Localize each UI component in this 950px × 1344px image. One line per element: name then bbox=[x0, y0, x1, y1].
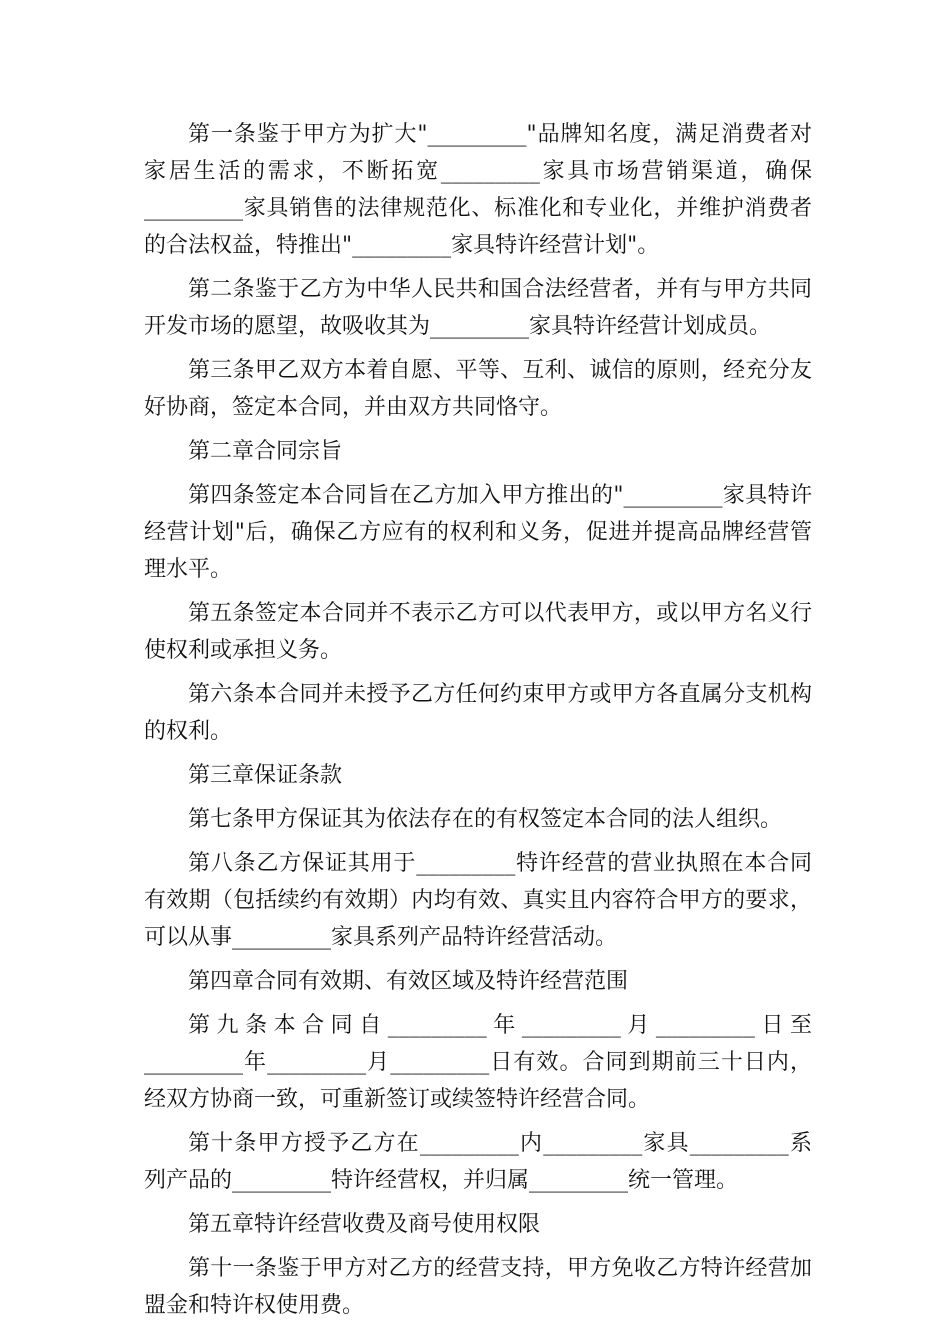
article-7: 第七条甲方保证其为依法存在的有权签定本合同的法人组织。 bbox=[188, 807, 783, 832]
article-9: 第九条本合同自_________年_________月_________日至_________年_________月_________日有效。合同到期前三十日内，经双方协商一致，可重新签订或续签特许经营合同。 bbox=[144, 1013, 812, 1112]
article-10: 第十条甲方授予乙方在_________内_________家具_________系列产品的_________特许经营权，并归属_________统一管理。 bbox=[144, 1131, 812, 1193]
article-3: 第三条甲乙双方本着自愿、平等、互利、诚信的原则，经充分友好协商，签定本合同，并由双方共同恪守。 bbox=[144, 358, 812, 420]
chapter-5-heading: 第五章特许经营收费及商号使用权限 bbox=[188, 1212, 541, 1237]
article-2: 第二条鉴于乙方为中华人民共和国合法经营者，并有与甲方共同开发市场的愿望，故吸收其为_________家具特许经营计划成员。 bbox=[144, 277, 812, 339]
article-6: 第六条本合同并未授予乙方任何约束甲方或甲方各直属分支机构的权利。 bbox=[144, 682, 812, 744]
article-11: 第十一条鉴于甲方对乙方的经营支持，甲方免收乙方特许经营加盟金和特许权使用费。 bbox=[144, 1256, 812, 1318]
article-8: 第八条乙方保证其用于_________特许经营的营业执照在本合同有效期（包括续约有效期）内均有效、真实且内容符合甲方的要求，可以从事_________家具系列产品特许经营活动。 bbox=[144, 851, 812, 950]
contract-body bbox=[144, 116, 812, 1331]
chapter-3-heading: 第三章保证条款 bbox=[188, 763, 343, 788]
article-5: 第五条签定本合同并不表示乙方可以代表甲方，或以甲方名义行使权利或承担义务。 bbox=[144, 601, 812, 663]
chapter-4-heading: 第四章合同有效期、有效区域及特许经营范围 bbox=[188, 969, 629, 994]
chapter-2-heading: 第二章合同宗旨 bbox=[188, 439, 343, 464]
article-1: 第一条鉴于甲方为扩大"_________"品牌知名度，满足消费者对家居生活的需求，不断拓宽_________家具市场营销渠道，确保_________家具销售的法律规范化、标准化和专业化，并维护消费者的合法权益，特推出"_________家具特许经营计划"。 bbox=[144, 122, 812, 258]
article-4: 第四条签定本合同旨在乙方加入甲方推出的"_________家具特许经营计划"后，确保乙方应有的权利和义务，促进并提高品牌经营管理水平。 bbox=[144, 483, 812, 582]
